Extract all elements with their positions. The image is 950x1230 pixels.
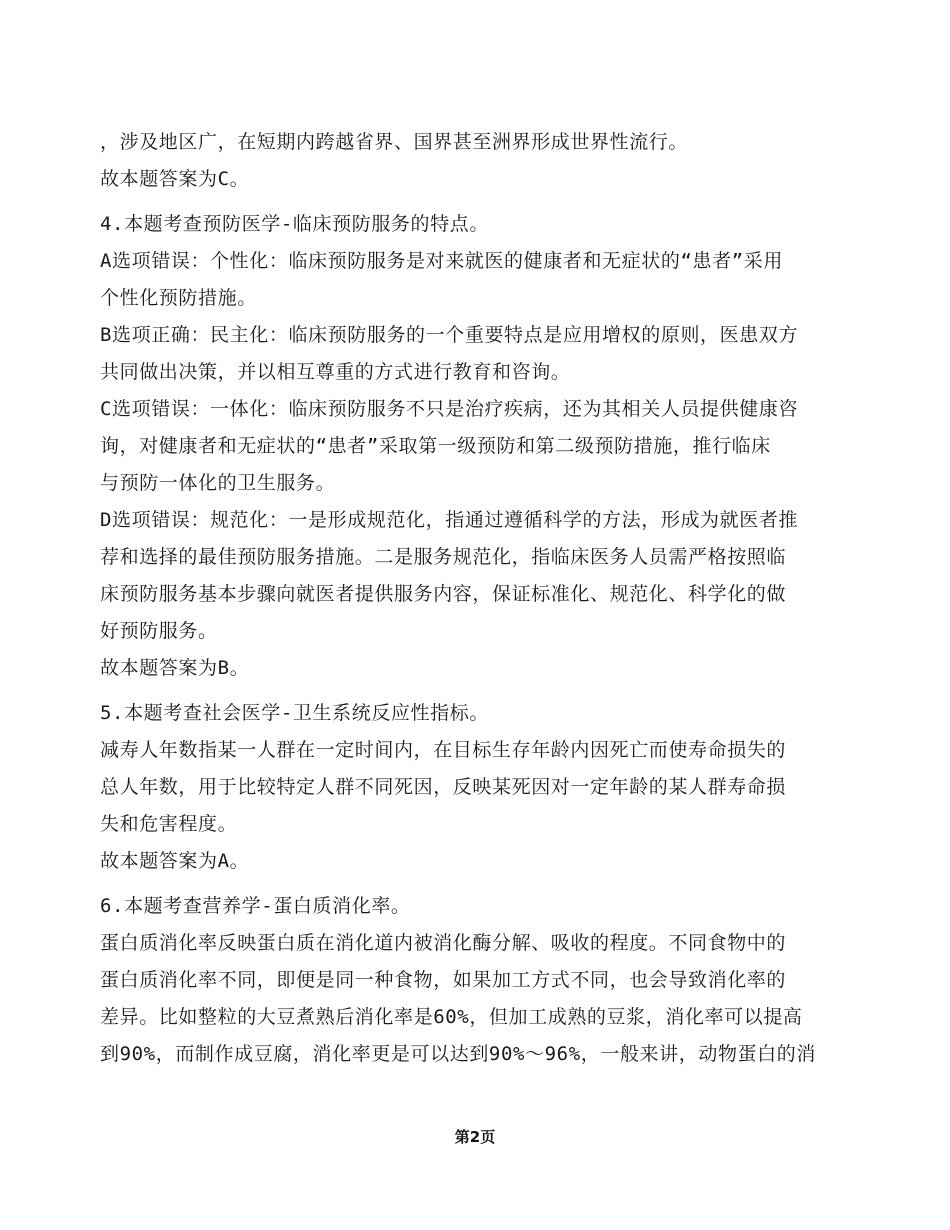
text-line: 差异。比如整粒的大豆煮熟后消化率是60%，但加工成熟的豆浆，消化率可以提高 [100, 1006, 803, 1028]
text-line: 失和危害程度。 [100, 813, 238, 835]
text-line: 荐和选择的最佳预防服务措施。二是服务规范化，指临床医务人员需严格按照临 [100, 546, 787, 568]
text-line: 减寿人年数指某一人群在一定时间内，在目标生存年龄内因死亡而使寿命损失的 [100, 739, 787, 761]
text-line: 床预防服务基本步骤向就医者提供服务内容，保证标准化、规范化、科学化的做 [100, 583, 787, 605]
text-line: D选项错误：规范化：一是形成规范化，指通过遵循科学的方法，形成为就医者推 [100, 509, 799, 531]
text-line: 蛋白质消化率反映蛋白质在消化道内被消化酶分解、吸收的程度。不同食物中的 [100, 932, 787, 954]
text-line: 故本题答案为C。 [100, 168, 250, 190]
question-heading: 6.本题考查营养学-蛋白质消化率。 [100, 895, 411, 917]
text-line: 总人年数，用于比较特定人群不同死因，反映某死因对一定年龄的某人群寿命损 [100, 776, 787, 798]
paragraph-block [100, 124, 875, 198]
answer-line: 故本题答案为B。 [100, 657, 250, 679]
question-heading: 4.本题考查预防医学-临床预防服务的特点。 [100, 213, 489, 235]
page-number: 第2页 [454, 1128, 496, 1146]
paragraph-block [100, 206, 875, 687]
answer-line: 故本题答案为A。 [100, 850, 250, 872]
text-line: ，涉及地区广，在短期内跨越省界、国界甚至洲界形成世界性流行。 [100, 131, 689, 153]
text-line: 蛋白质消化率不同，即便是同一种食物，如果加工方式不同，也会导致消化率的 [100, 969, 787, 991]
document-body [100, 124, 875, 1073]
text-line: 共同做出决策，并以相互尊重的方式进行教育和咨询。 [100, 361, 571, 383]
text-line: 到90%，而制作成豆腐，消化率更是可以达到90%～96%，一般来讲，动物蛋白的消 [100, 1043, 816, 1065]
text-line: 好预防服务。 [100, 620, 218, 642]
text-line: B选项正确：民主化：临床预防服务的一个重要特点是应用增权的原则，医患双方 [100, 324, 799, 346]
question-heading: 5.本题考查社会医学-卫生系统反应性指标。 [100, 702, 489, 724]
text-line: 询，对健康者和无症状的“患者”采取第一级预防和第二级预防措施，推行临床 [100, 435, 771, 457]
text-line: A选项错误：个性化：临床预防服务是对来就医的健康者和无症状的“患者”采用 [100, 250, 783, 272]
paragraph-block [100, 888, 875, 1073]
text-line: 与预防一体化的卫生服务。 [100, 472, 336, 494]
paragraph-block [100, 695, 875, 880]
text-line: 个性化预防措施。 [100, 287, 257, 309]
text-line: C选项错误：一体化：临床预防服务不只是治疗疾病，还为其相关人员提供健康咨 [100, 398, 799, 420]
